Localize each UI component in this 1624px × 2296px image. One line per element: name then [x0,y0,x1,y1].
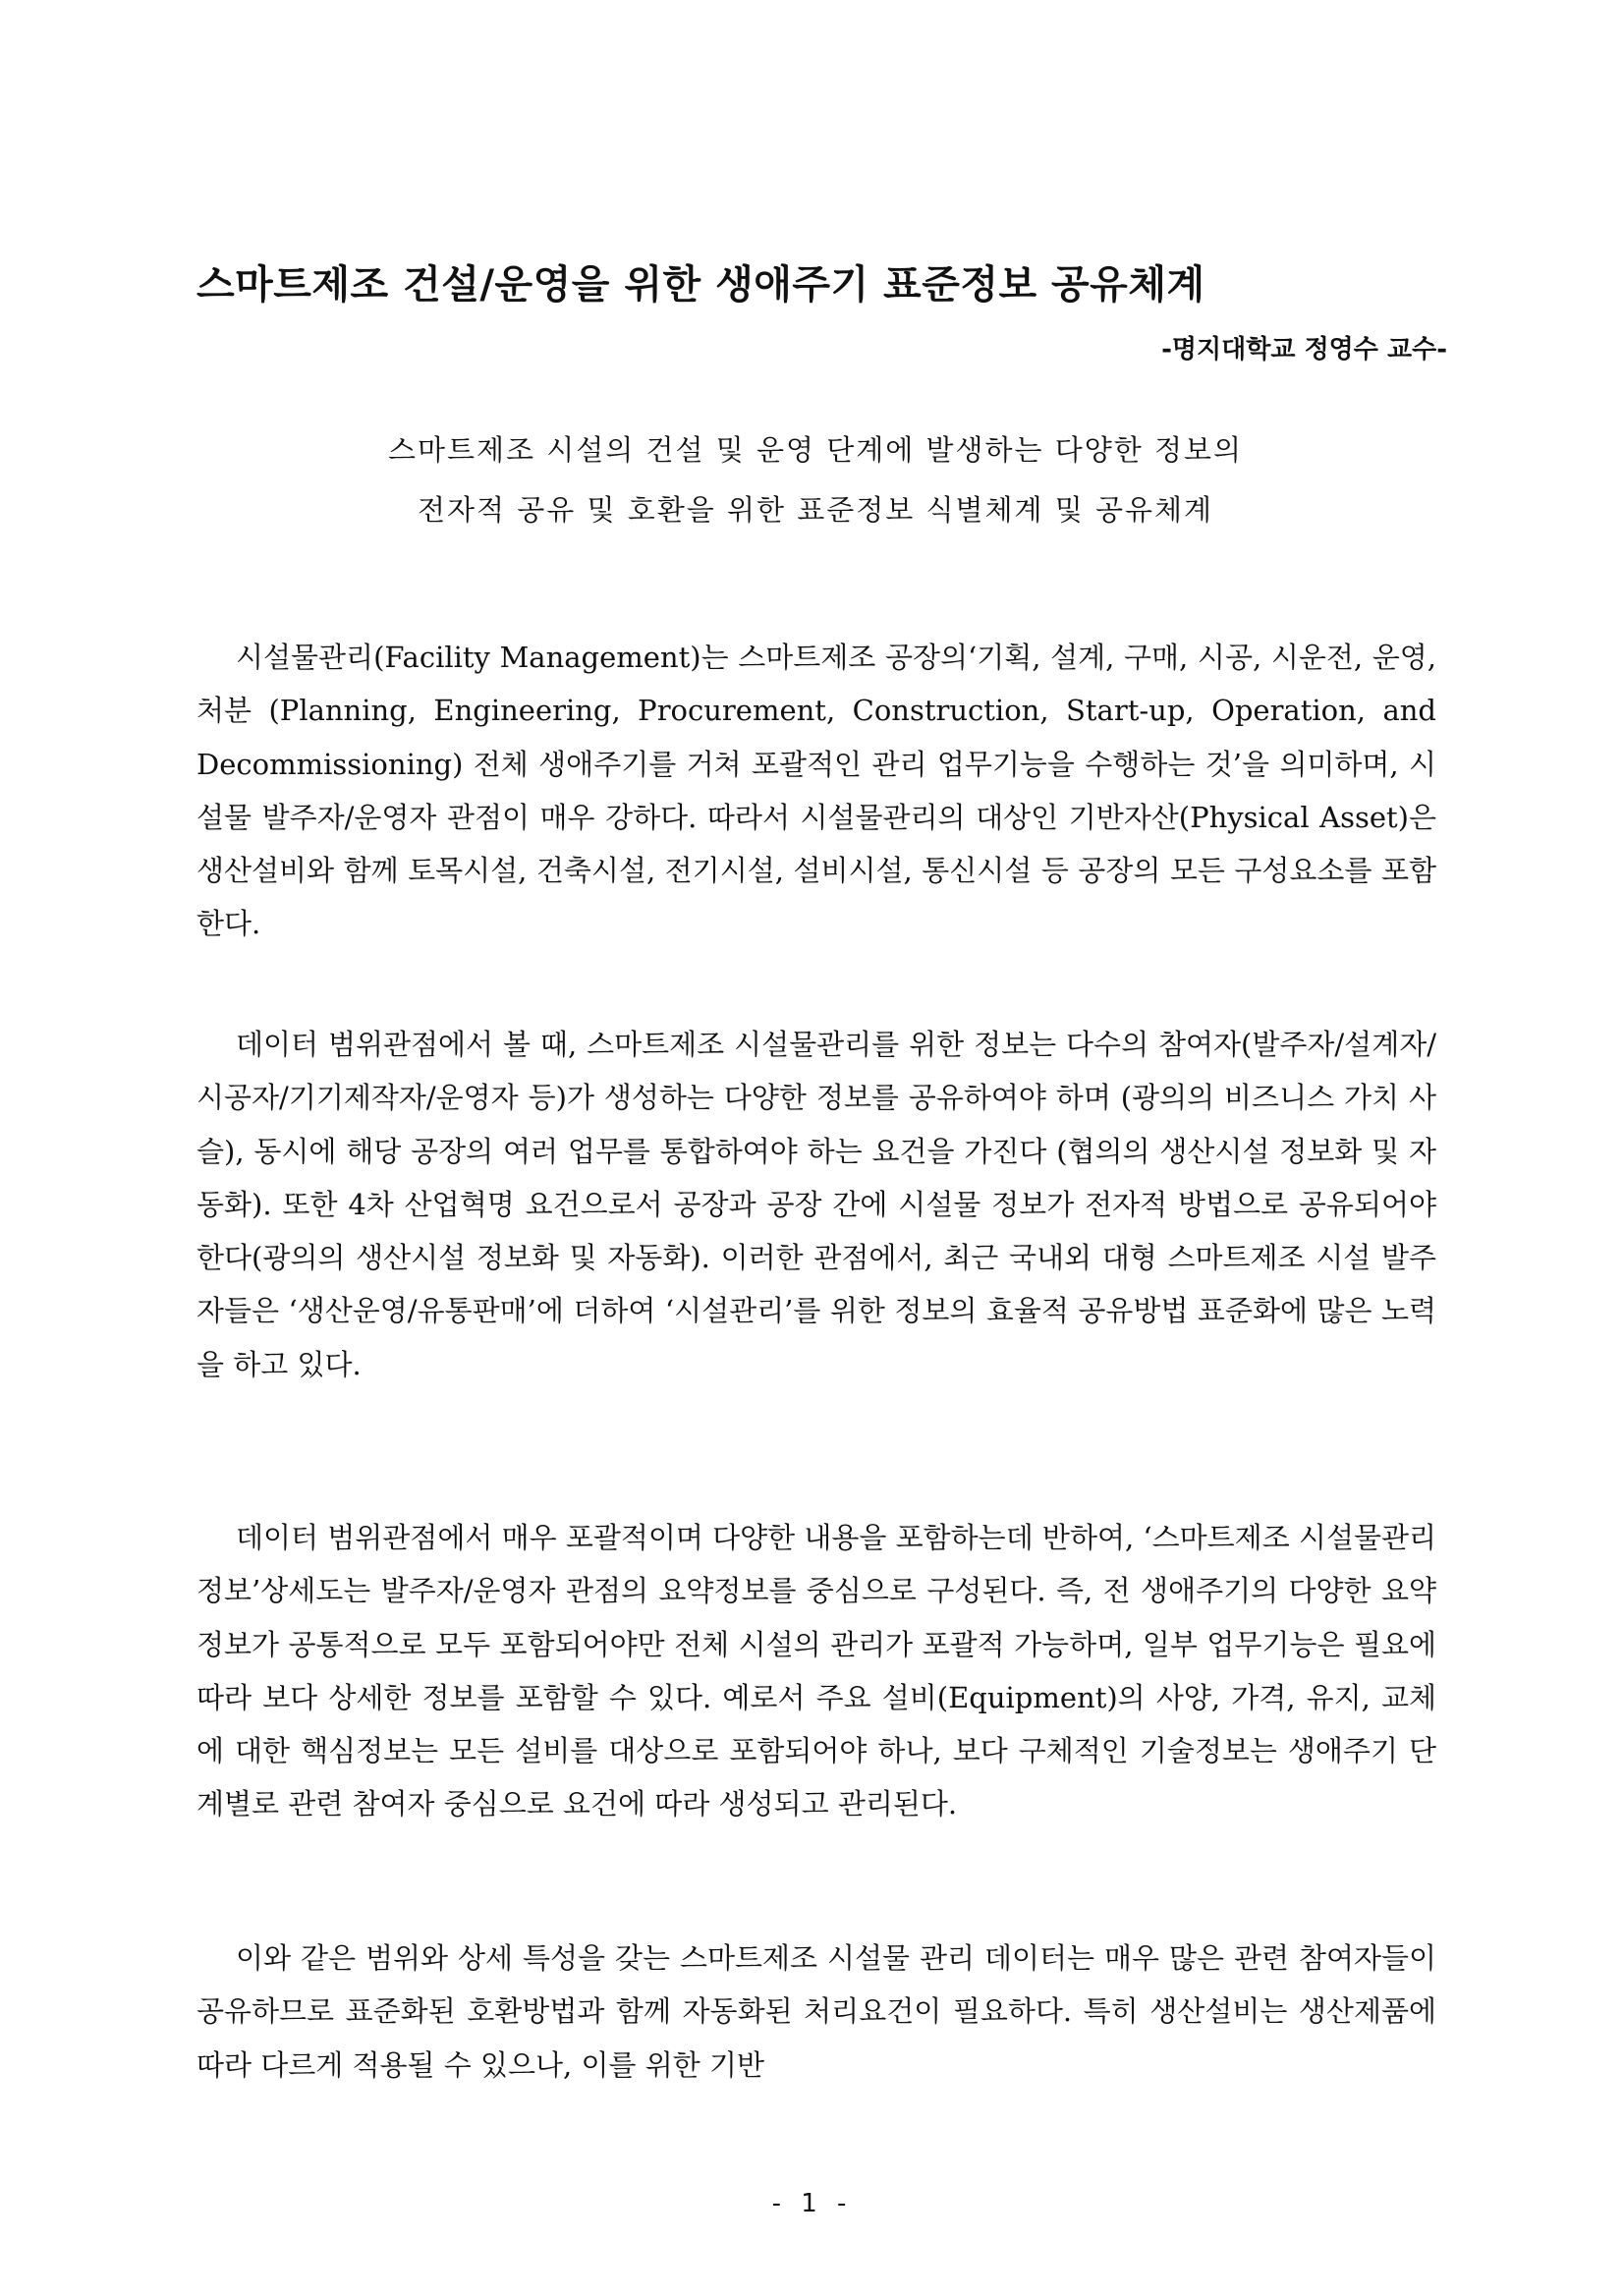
body-paragraph: 이와 같은 범위와 상세 특성을 갖는 스마트제조 시설물 관리 데이터는 매우 많은 관련 참여자들이 공유하므로 표준화된 호환방법과 함께 자동화된 처리요건이 필요하다. 특히 생산설비는 생산제품에 따라 다르게 적용될 수 있으나, 이를 위한 기반 [196,1941,1436,2082]
author-line: -명지대학교 정영수 교수- [1161,335,1447,364]
body-paragraph: 시설물관리(Facility Management)는 스마트제조 공장의‘기획, 설계, 구매, 시공, 시운전, 운영, 처분 (Planning, Engineering, Procurement, Construction, Start-up, Operation, and Decommissioning) 전체 생애주기를 거쳐 포괄적인 관리 업무기능을 수행하는 것’을 의미하며, 시설물 발주자/운영자 관점이 매우 강하다. 따라서 시설물관리의 대상인 기반자산(Physical Asset)은 생산설비와 함께 토목시설, 건축시설, 전기시설, 설비시설, 통신시설 등 공장의 모든 구성요소를 포함한다. [196,641,1436,941]
document-title: 스마트제조 건설/운영을 위한 생애주기 표준정보 공유체계 [196,262,1205,308]
body-paragraph: 데이터 범위관점에서 매우 포괄적이며 다양한 내용을 포함하는데 반하여, ‘스마트제조 시설물관리 정보’상세도는 발주자/운영자 관점의 요약정보를 중심으로 구성된다. 즉, 전 생애주기의 다양한 요약정보가 공통적으로 모두 포함되어야만 전체 시설의 관리가 포괄적 가능하며, 일부 업무기능은 필요에 따라 보다 상세한 정보를 포함할 수 있다. 예로서 주요 설비(Equipment)의 사양, 가격, 유지, 교체에 대한 핵심정보는 모든 설비를 대상으로 포함되어야 하나, 보다 구체적인 기술정보는 생애주기 단계별로 관련 참여자 중심으로 요건에 따라 생성되고 관리된다. [196,1521,1436,1821]
subtitle-line: 스마트제조 시설의 건설 및 운영 단계에 발생하는 다양한 정보의 [387,433,1244,467]
subtitle-line: 전자적 공유 및 호환을 위한 표준정보 식별체계 및 공유체계 [417,493,1214,527]
body-paragraph: 데이터 범위관점에서 볼 때, 스마트제조 시설물관리를 위한 정보는 다수의 참여자(발주자/설계자/시공자/기기제작자/운영자 등)가 생성하는 다양한 정보를 공유하여야 하며 (광의의 비즈니스 가치 사슬), 동시에 해당 공장의 여러 업무를 통합하여야 하는 요건을 가진다 (협의의 생산시설 정보화 및 자동화). 또한 4차 산업혁명 요건으로서 공장과 공장 간에 시설물 정보가 전자적 방법으로 공유되어야 한다(광의의 생산시설 정보화 및 자동화). 이러한 관점에서, 최근 국내외 대형 스마트제조 시설 발주자들은 ‘생산운영/유통판매’에 더하여 ‘시설관리’를 위한 정보의 효율적 공유방법 표준화에 많은 노력을 하고 있다. [196,1028,1436,1381]
page-number: - 1 - [771,2189,853,2218]
subtitle [196,420,1434,540]
